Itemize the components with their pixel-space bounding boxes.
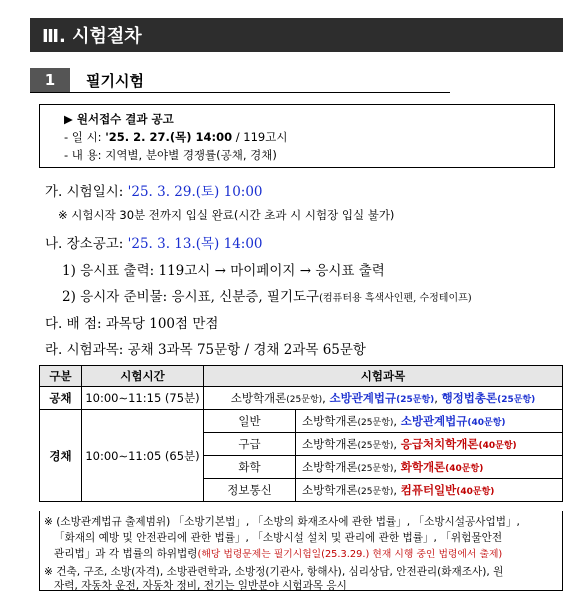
subject: 소방학개론 xyxy=(230,391,287,405)
item-na-value: '25. 3. 13.(목) 14:00 xyxy=(127,236,263,252)
table-header-row xyxy=(40,366,563,387)
field-cell: 일반 xyxy=(204,410,296,433)
subjects-cell: 소방학개론(25문항), 컴퓨터일반(40문항) xyxy=(296,479,563,502)
item-na-label: 나. 장소공고: xyxy=(45,236,128,252)
subject: 소방학개론 xyxy=(302,414,358,428)
subject: 소방학개론 xyxy=(302,483,358,497)
footnote-2-line2: 자력, 자동차 운전, 자동차 정비, 전기는 일반분야 시험과목 응시 xyxy=(54,580,347,592)
subject-count: (40문항) xyxy=(467,418,506,428)
subjects-cell: 소방학개론(25문항), 소방관계법규(25문항), 행정법총론(25문항) xyxy=(204,387,563,410)
subject-count: (25문항) xyxy=(357,487,394,497)
field-cell: 구급 xyxy=(204,433,296,456)
table-header: 구분 xyxy=(40,366,82,387)
subject: 소방학개론 xyxy=(302,437,358,451)
item-na xyxy=(45,232,263,252)
item-ga-label: 가. 시험일시: xyxy=(45,184,128,200)
subsection-number: 1 xyxy=(30,68,70,92)
table-row-gongchae xyxy=(40,387,563,410)
notice-line-content: - 내 용: 지역별, 분야별 경쟁률(공채, 경채) xyxy=(64,148,277,162)
item-na-2 xyxy=(62,285,472,305)
subjects-cell: 소방학개론(25문항), 소방관계법규(40문항) xyxy=(296,410,563,433)
subject-count: (40문항) xyxy=(445,464,484,474)
subject-count: (40문항) xyxy=(478,441,517,451)
item-ra: 라. 시험과목: 공채 3과목 75문항 / 경채 2과목 65문항 xyxy=(45,342,366,358)
item-ga xyxy=(45,180,263,200)
subject-count: (40문항) xyxy=(456,487,495,497)
subsection-header xyxy=(30,68,450,93)
footnote-1-line1: ※ (소방관계법규 출제범위) 「소방기본법」, 「소방의 화재조사에 관한 법률」, 「소방시설공사업법」, xyxy=(44,516,520,528)
subject: 소방관계법규 xyxy=(400,414,468,428)
subject: 소방학개론 xyxy=(302,460,358,474)
subject-count: (25문항) xyxy=(497,395,536,405)
notice-box xyxy=(39,104,555,168)
subject: 소방관계법규 xyxy=(329,391,397,405)
section-title: Ⅲ. 시험절차 xyxy=(42,26,142,47)
footnote-box xyxy=(39,511,563,591)
footnote-1-line3 xyxy=(54,546,502,563)
time-cell: 10:00∼11:05 (65분) xyxy=(82,410,204,502)
exam-table xyxy=(39,365,563,502)
table-header: 시험과목 xyxy=(204,366,563,387)
footnote-1-line3-note: (해당 법령문제는 필기시험일(25.3.29.) 현재 시행 중인 법령에서 출제) xyxy=(197,549,503,560)
notice-heading: ▶ 원서접수 결과 공고 xyxy=(64,112,174,126)
subject-count: (25문항) xyxy=(357,441,394,451)
subject-count: (25문항) xyxy=(357,464,394,474)
table-header: 시험시간 xyxy=(82,366,204,387)
subject-count: (25문항) xyxy=(286,395,323,405)
item-da: 다. 배 점: 과목당 100점 만점 xyxy=(45,316,219,332)
subjects-cell: 소방학개론(25문항), 응급처치학개론(40문항) xyxy=(296,433,563,456)
category-cell: 경채 xyxy=(40,410,82,502)
time-cell: 10:00∼11:15 (75분) xyxy=(82,387,204,410)
field-cell: 정보통신 xyxy=(204,479,296,502)
notice-date-label: - 일 시: xyxy=(64,130,106,144)
item-na-2-main: 2) 응시자 준비물: 응시표, 신분증, 필기도구 xyxy=(62,289,320,305)
category-cell: 공채 xyxy=(40,387,82,410)
subject: 행정법총론 xyxy=(441,391,498,405)
table-row-gyeongchae xyxy=(40,410,563,433)
subject-count: (25문항) xyxy=(396,395,435,405)
footnote-2-line1: ※ 건축, 구조, 소방(자격), 소방관련학과, 소방정(기관사, 항해사), 심리상담, 안전관리(화재조사), 원 xyxy=(44,566,504,578)
subject: 화학개론 xyxy=(400,460,446,474)
item-na-2-small: (컴퓨터용 흑색사인펜, 수정테이프) xyxy=(319,293,472,304)
subject: 응급처치학개론 xyxy=(400,437,479,451)
footnote-1-line3-main: 관리법」과 각 법률의 하위법령 xyxy=(54,548,198,560)
field-cell: 화학 xyxy=(204,456,296,479)
footnote-1-line2: 「화재의 예방 및 안전관리에 관한 법률」, 「소방시설 설치 및 관리에 관한 법률」, 「위험물안전 xyxy=(54,532,503,544)
notice-date-value: '25. 2. 27.(목) 14:00 xyxy=(105,130,233,144)
notice-line-date xyxy=(64,129,287,145)
subject-count: (25문항) xyxy=(357,418,394,428)
subject: 컴퓨터일반 xyxy=(400,483,457,497)
section-header xyxy=(30,18,563,52)
item-ga-note: ※ 시험시작 30분 전까지 입실 완료(시간 초과 시 시험장 입실 불가) xyxy=(58,208,395,222)
item-ga-value: '25. 3. 29.(토) 10:00 xyxy=(127,184,263,200)
item-na-1: 1) 응시표 출력: 119고시 → 마이페이지 → 응시표 출력 xyxy=(62,263,385,279)
notice-date-rest: / 119고시 xyxy=(232,130,288,144)
subsection-title: 필기시험 xyxy=(86,72,144,90)
subjects-cell: 소방학개론(25문항), 화학개론(40문항) xyxy=(296,456,563,479)
